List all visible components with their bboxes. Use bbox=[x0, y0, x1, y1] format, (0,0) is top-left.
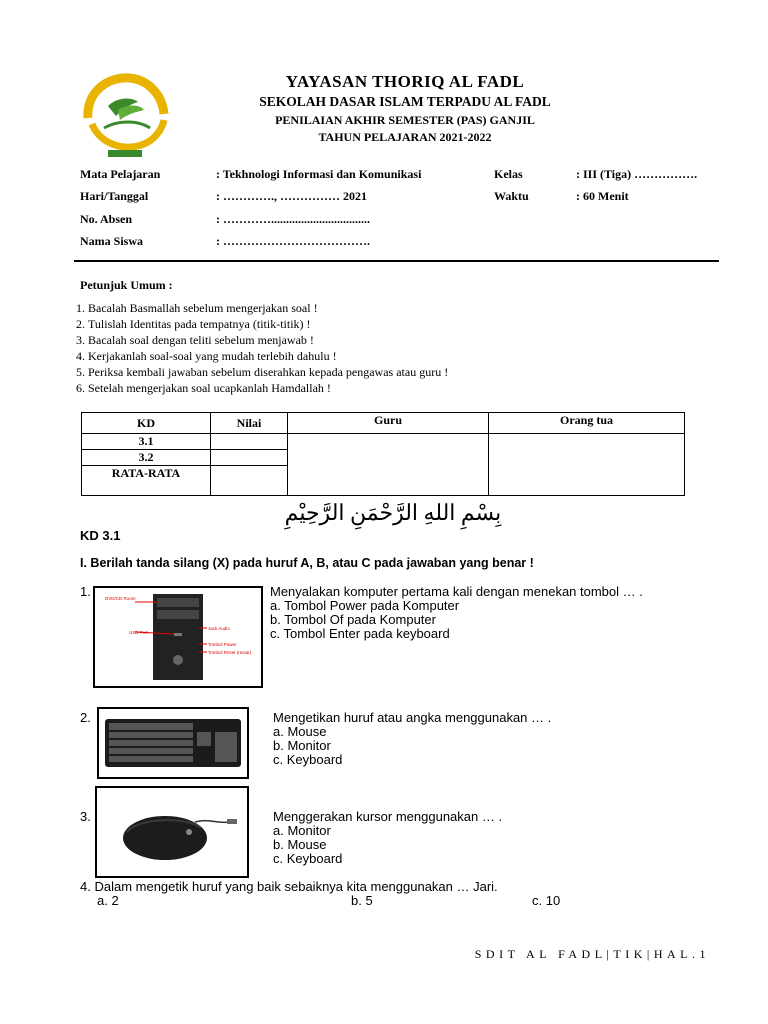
academic-year: TAHUN PELAJARAN 2021-2022 bbox=[318, 130, 492, 144]
question-2-option-c[interactable]: c. Keyboard bbox=[273, 752, 343, 767]
school-name: SEKOLAH DASAR ISLAM TERPADU AL FADL bbox=[259, 94, 551, 109]
question-3-option-b[interactable]: b. Mouse bbox=[273, 837, 327, 852]
kd-heading: KD 3.1 bbox=[80, 528, 121, 543]
nilai-cell[interactable] bbox=[211, 466, 288, 496]
row-label-3-1: 3.1 bbox=[82, 434, 211, 450]
instruction-item: 2. Tulislah Identitas pada tempatnya (titik-titik) ! bbox=[88, 316, 448, 332]
question-3-option-a[interactable]: a. Monitor bbox=[273, 823, 331, 838]
label-power: Tombol Power bbox=[208, 642, 237, 647]
subject-value: : Tekhnologi Informasi dan Komunikasi bbox=[216, 167, 422, 181]
question-1-option-a[interactable]: a. Tombol Power pada Komputer bbox=[270, 598, 460, 613]
row-label-average: RATA-RATA bbox=[82, 466, 211, 496]
question-3-number: 3. bbox=[80, 809, 91, 824]
section-instruction: I. Berilah tanda silang (X) pada huruf A, B, atau C pada jawaban yang benar ! bbox=[80, 556, 534, 570]
nilai-cell[interactable] bbox=[211, 434, 288, 450]
col-header-guru: Guru bbox=[288, 413, 489, 434]
absen-label: No. Absen bbox=[80, 212, 133, 226]
col-header-kd: KD bbox=[82, 413, 211, 434]
instruction-item: 1. Bacalah Basmallah sebelum mengerjakan soal ! bbox=[88, 300, 448, 316]
instruction-item: 3. Bacalah soal dengan teliti sebelum menjawab ! bbox=[88, 332, 448, 348]
basmalah-calligraphy: بِسْمِ اللهِ الرَّحْمَنِ الرَّحِيْمِ bbox=[284, 500, 502, 525]
question-1-option-c[interactable]: c. Tombol Enter pada keyboard bbox=[270, 626, 450, 641]
absen-value: : …………................................. bbox=[216, 212, 370, 226]
header-divider bbox=[74, 260, 719, 262]
parent-signature-cell[interactable] bbox=[489, 434, 685, 496]
exam-title: PENILAIAN AKHIR SEMESTER (PAS) GANJIL bbox=[275, 113, 535, 127]
question-3-text: Menggerakan kursor menggunakan … . bbox=[273, 809, 503, 824]
label-dvd: DVD/CD Room bbox=[105, 596, 136, 601]
instruction-item: 4. Kerjakanlah soal-soal yang mudah terlebih dahulu ! bbox=[88, 348, 448, 364]
question-2-option-a[interactable]: a. Mouse bbox=[273, 724, 327, 739]
label-reset: Tombol Reset (restar) bbox=[208, 650, 252, 655]
question-2-text: Mengetikan huruf atau angka menggunakan … . bbox=[273, 710, 552, 725]
name-value: : ………………………………. bbox=[216, 234, 370, 248]
nilai-cell[interactable] bbox=[211, 450, 288, 466]
date-value: : …………., …………… 2021 bbox=[216, 189, 367, 203]
instruction-item: 6. Setelah mengerjakan soal ucapkanlah Hamdallah ! bbox=[88, 380, 448, 396]
instructions-title: Petunjuk Umum : bbox=[80, 278, 173, 292]
school-logo bbox=[78, 70, 170, 160]
label-usb: USB Port bbox=[129, 630, 148, 635]
question-4-option-a[interactable]: a. 2 bbox=[97, 893, 119, 908]
col-header-nilai: Nilai bbox=[211, 413, 288, 434]
page-footer: SDIT AL FADL|TIK|HAL.1 bbox=[474, 947, 710, 961]
col-header-orangtua: Orang tua bbox=[489, 413, 685, 434]
question-1-text: Menyalakan komputer pertama kali dengan menekan tombol … . bbox=[270, 584, 643, 599]
label-jack-audio: Jack Audio bbox=[208, 626, 230, 631]
name-label: Nama Siswa bbox=[80, 234, 144, 248]
keyboard-image bbox=[97, 707, 249, 779]
question-2-option-b[interactable]: b. Monitor bbox=[273, 738, 331, 753]
question-3-option-c[interactable]: c. Keyboard bbox=[273, 851, 343, 866]
question-4-text: 4. Dalam mengetik huruf yang baik sebaiknya kita menggunakan … Jari. bbox=[80, 879, 498, 894]
question-4-option-c[interactable]: c. 10 bbox=[532, 893, 561, 908]
instruction-item: 5. Periksa kembali jawaban sebelum diserahkan kepada pengawas atau guru ! bbox=[88, 364, 448, 380]
class-value: : III (Tiga) ……………. bbox=[576, 167, 698, 181]
time-value: : 60 Menit bbox=[576, 189, 629, 203]
question-2-number: 2. bbox=[80, 710, 91, 725]
class-label: Kelas bbox=[494, 167, 523, 181]
row-label-3-2: 3.2 bbox=[82, 450, 211, 466]
question-1-number: 1. bbox=[80, 584, 91, 599]
subject-label: Mata Pelajaran bbox=[80, 167, 161, 181]
question-1-option-b[interactable]: b. Tombol Of pada Komputer bbox=[270, 612, 436, 627]
foundation-name: YAYASAN THORIQ AL FADL bbox=[285, 72, 525, 91]
question-4-option-b[interactable]: b. 5 bbox=[351, 893, 373, 908]
date-label: Hari/Tanggal bbox=[80, 189, 149, 203]
time-label: Waktu bbox=[494, 189, 529, 203]
mouse-image bbox=[95, 786, 249, 878]
guru-signature-cell[interactable] bbox=[288, 434, 489, 496]
computer-case-image bbox=[93, 586, 263, 688]
score-table bbox=[81, 412, 685, 496]
instructions-list bbox=[60, 300, 448, 396]
